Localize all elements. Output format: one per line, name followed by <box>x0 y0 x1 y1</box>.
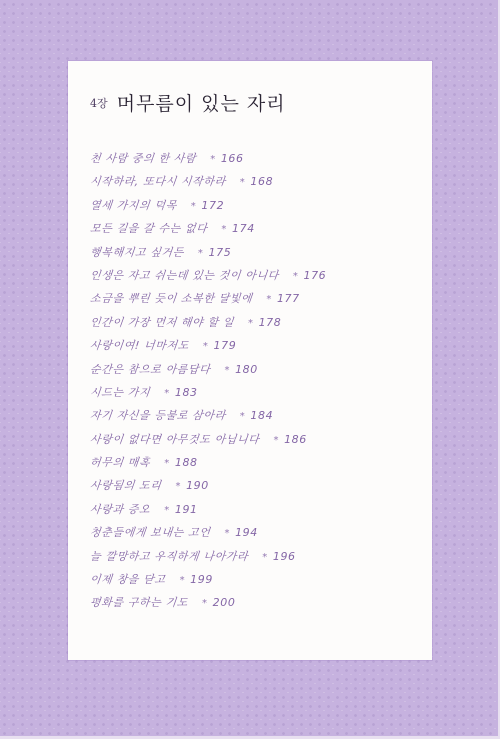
toc-separator: * <box>224 364 231 376</box>
toc-page-number: 180 <box>235 362 258 376</box>
contents-panel <box>68 61 432 660</box>
toc-entry-title: 시작하라, 또다시 시작하라 <box>89 175 227 189</box>
toc-entry <box>90 474 326 497</box>
toc-page-number: 199 <box>190 573 213 587</box>
toc-entry <box>90 428 326 451</box>
toc-separator: * <box>221 224 228 236</box>
toc-entry-title: 순간은 참으로 아름답다 <box>89 362 212 376</box>
toc-entry-title: 사랑과 증오 <box>89 502 151 516</box>
toc-page-number: 166 <box>220 152 244 165</box>
toc-page-number: 194 <box>235 526 258 540</box>
toc-separator: * <box>197 247 204 259</box>
toc-page-number: 200 <box>212 596 236 610</box>
toc-separator: * <box>239 177 246 189</box>
toc-separator: * <box>292 270 299 282</box>
toc-page-number: 183 <box>174 385 198 399</box>
toc-entry-title: 청춘들에게 보내는 고언 <box>89 526 212 540</box>
toc-entry-title: 행복해지고 싶거든 <box>89 245 185 259</box>
toc-entry <box>90 264 326 287</box>
toc-separator: * <box>202 598 208 610</box>
toc-separator: * <box>273 434 280 446</box>
toc-entry <box>90 545 326 568</box>
toc-entry <box>90 311 326 334</box>
chapter-heading <box>90 89 286 116</box>
toc-page-number: 176 <box>303 268 327 282</box>
toc-separator: * <box>210 154 216 165</box>
toc-entry-title: 사랑됨의 도리 <box>89 479 163 493</box>
toc-entry-title: 허무의 매혹 <box>89 456 151 470</box>
toc-page-number: 179 <box>213 339 237 353</box>
toc-separator: * <box>262 551 268 563</box>
toc-page-number: 191 <box>174 502 198 516</box>
toc-page-number: 174 <box>232 222 255 236</box>
toc-entry <box>90 334 326 357</box>
toc-separator: * <box>164 504 170 516</box>
toc-page-number: 186 <box>284 432 307 446</box>
toc-page-number: 190 <box>186 479 209 493</box>
toc-entry-title: 이제 창을 닫고 <box>89 573 167 587</box>
toc-separator: * <box>266 294 272 306</box>
toc-entry-title: 자기 자신을 등불로 삼아라 <box>89 409 227 423</box>
toc-entry <box>90 568 326 591</box>
chapter-title: 머무름이 있는 자리 <box>116 93 286 115</box>
toc-entry-title: 소금을 뿌린 듯이 소복한 달빛에 <box>89 292 254 306</box>
toc-entry-title: 늘 깔망하고 우직하게 나아가라 <box>89 549 249 563</box>
toc-separator: * <box>224 528 231 540</box>
toc-separator: * <box>247 317 254 329</box>
toc-page-number: 196 <box>272 549 296 563</box>
toc-entry <box>90 451 326 474</box>
toc-entry <box>90 498 326 521</box>
toc-entry <box>90 194 326 217</box>
toc-separator: * <box>175 481 182 493</box>
toc-page-number: 178 <box>258 315 282 329</box>
toc-entry <box>90 287 326 310</box>
toc-page-number: 168 <box>250 175 274 189</box>
toc-entry-title: 인간이 가장 먼저 해야 할 일 <box>89 315 235 329</box>
toc-entry <box>90 358 326 381</box>
toc-page-number: 177 <box>276 292 300 306</box>
toc-entry-title: 천 사람 중의 한 사람 <box>89 152 197 165</box>
toc-entry-title: 모든 길을 갈 수는 없다 <box>89 222 209 236</box>
toc-entry <box>90 521 326 544</box>
toc-entry <box>90 147 326 170</box>
toc-page-number: 184 <box>250 409 274 423</box>
toc-entry <box>90 404 326 427</box>
toc-page-number: 175 <box>208 245 232 259</box>
toc-entry <box>90 170 326 193</box>
toc-entry-title: 평화를 구하는 기도 <box>89 596 189 610</box>
toc-separator: * <box>190 200 197 212</box>
toc-entry-title: 인생은 자고 쉬는데 있는 것이 아니다 <box>89 268 280 282</box>
toc-separator: * <box>239 411 246 423</box>
toc-entry <box>90 241 326 264</box>
toc-entry-title: 시드는 가지 <box>89 385 151 399</box>
toc-separator: * <box>164 387 170 399</box>
toc-page-number: 172 <box>201 198 225 212</box>
toc-entry-title: 사랑이여! 너마저도 <box>89 339 190 353</box>
toc-entry-title: 사랑이 없다면 아무것도 아닙니다 <box>89 432 261 446</box>
toc-separator: * <box>202 341 209 353</box>
toc-entry <box>90 591 326 614</box>
toc-separator: * <box>164 458 170 470</box>
toc-entry <box>90 381 326 404</box>
toc-entry <box>90 217 326 240</box>
toc-page-number: 188 <box>174 456 198 470</box>
toc-separator: * <box>179 575 186 587</box>
table-of-contents <box>90 147 326 615</box>
toc-entry-title: 열세 가지의 덕목 <box>89 198 178 212</box>
chapter-number: 4장 <box>90 97 108 110</box>
